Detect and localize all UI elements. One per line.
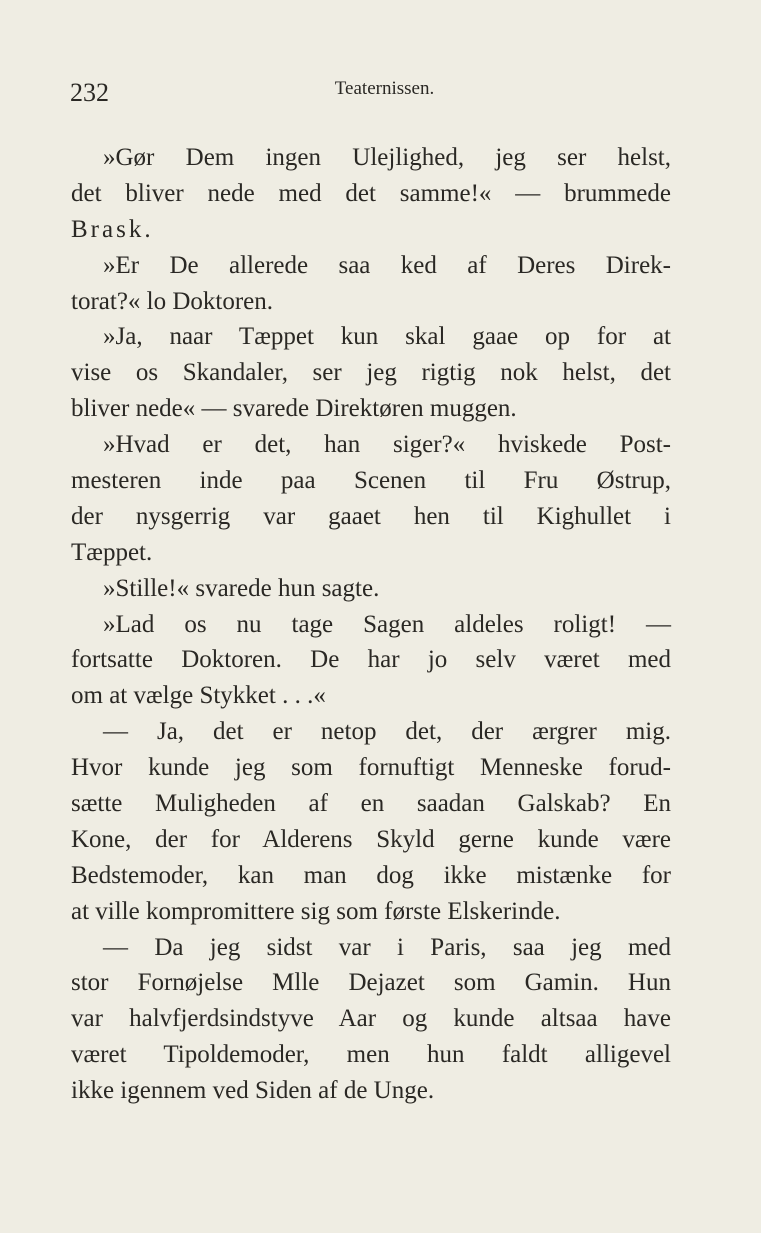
text-line: torat?« lo Doktoren.: [71, 287, 274, 315]
text-line: »Hvad er det, han siger?« hviskede Post-: [103, 431, 671, 459]
text-line: stor Fornøjelse Mlle Dejazet som Gamin. Hun: [71, 969, 671, 997]
text-line: Brask.: [71, 215, 154, 243]
text-line: mesteren inde paa Scenen til Fru Østrup,: [71, 467, 671, 495]
text-line: bliver nede« — svarede Direktøren muggen.: [71, 395, 517, 423]
text-line: Hvor kunde jeg som fornuftigt Menneske forud-: [71, 754, 671, 782]
page-body: [71, 140, 671, 1109]
page-number: 232: [70, 78, 109, 107]
running-title: Teaternissen.: [334, 78, 435, 99]
text-line: »Er De allerede saa ked af Deres Direk-: [103, 251, 671, 279]
text-line: — Ja, det er netop det, der ærgrer mig.: [103, 718, 671, 746]
text-line: var halvfjerdsindstyve Aar og kunde altsaa have: [71, 1005, 671, 1033]
text-line: »Gør Dem ingen Ulejlighed, jeg ser helst,: [103, 144, 671, 171]
text-line: Tæppet.: [71, 538, 153, 566]
text-line: der nysgerrig var gaaet hen til Kighullet i: [71, 502, 671, 530]
text-line: det bliver nede med det samme!« — brummede: [71, 179, 671, 207]
text-line: »Stille!« svarede hun sagte.: [103, 574, 380, 602]
text-line: Kone, der for Alderens Skyld gerne kunde være: [71, 825, 671, 853]
text-line: — Da jeg sidst var i Paris, saa jeg med: [103, 933, 671, 961]
text-line: »Ja, naar Tæppet kun skal gaae op for at: [103, 323, 671, 351]
text-line: »Lad os nu tage Sagen aldeles roligt! —: [103, 610, 671, 638]
text-line: fortsatte Doktoren. De har jo selv været med: [71, 646, 671, 674]
text-line: ikke igennem ved Siden af de Unge.: [71, 1077, 435, 1105]
text-line: været Tipoldemoder, men hun faldt alligevel: [71, 1041, 671, 1069]
text-line: om at vælge Stykket . . .«: [71, 682, 326, 710]
text-line: vise os Skandaler, ser jeg rigtig nok helst, det: [71, 359, 671, 387]
text-line: Bedstemoder, kan man dog ikke mistænke for: [71, 861, 671, 889]
text-line: at ville kompromittere sig som første Elskerinde.: [71, 897, 561, 925]
text-line: sætte Muligheden af en saadan Galskab? En: [71, 790, 671, 818]
